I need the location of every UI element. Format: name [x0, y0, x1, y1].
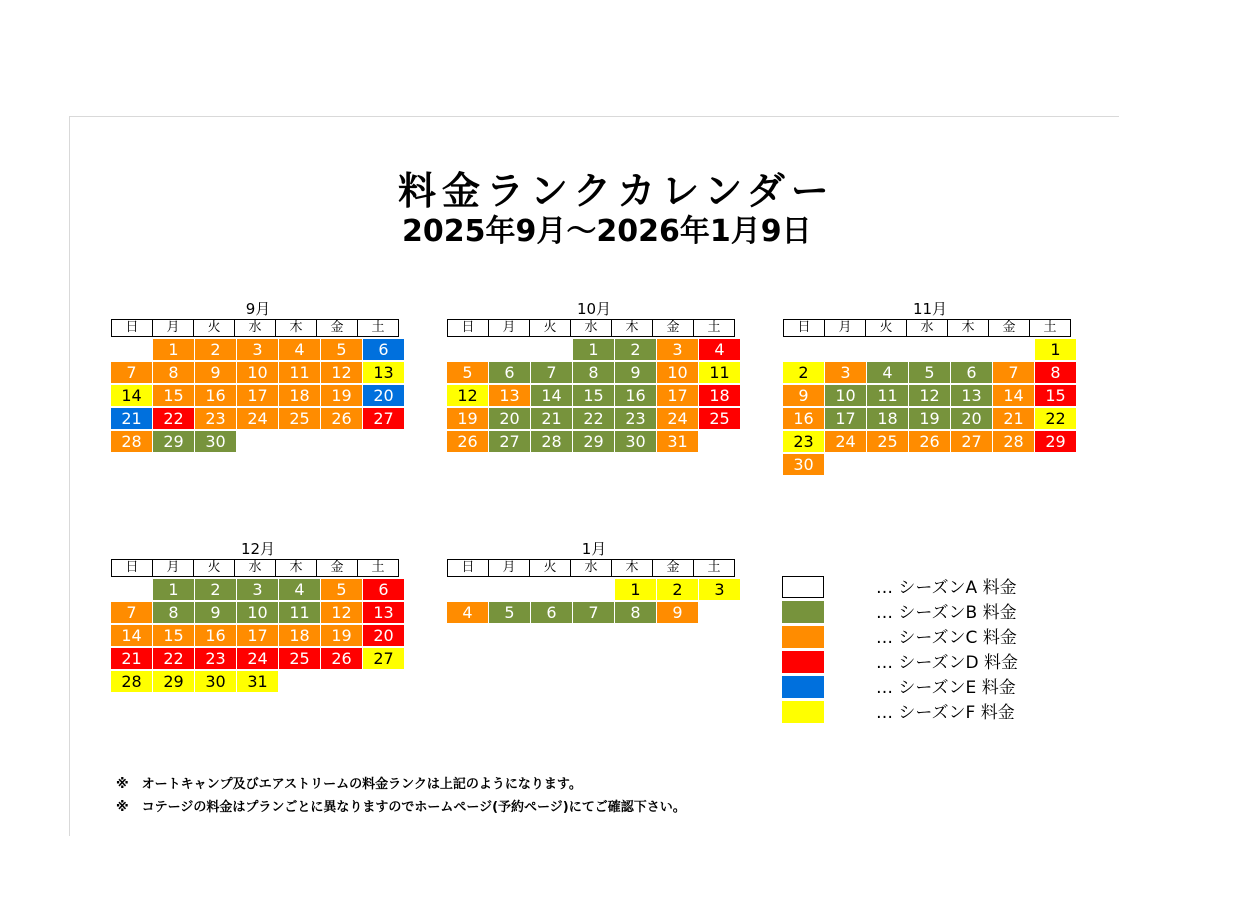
page-frame-top	[69, 116, 1119, 117]
weekday-cell: 木	[947, 319, 989, 337]
day-cell: 7	[531, 362, 573, 384]
day-cell: 9	[615, 362, 657, 384]
weekday-header	[447, 319, 741, 338]
note-2: ※ コテージの料金はプランごとに異なりますのでホームページ(予約ページ)にてご確認下さい。	[116, 800, 686, 815]
day-cell: 30	[195, 671, 237, 693]
day-cell: 20	[489, 408, 531, 430]
day-cell: 2	[195, 339, 237, 361]
legend-swatch	[782, 701, 824, 723]
legend-item	[782, 576, 1082, 600]
weekday-cell: 木	[611, 559, 653, 577]
day-cell: 26	[321, 648, 363, 670]
weekday-cell: 土	[1029, 319, 1071, 337]
day-cell: 8	[615, 602, 657, 624]
day-cell: 15	[1035, 385, 1077, 407]
day-cell: 26	[321, 408, 363, 430]
day-cell: 3	[237, 339, 279, 361]
weekday-cell: 月	[152, 559, 194, 577]
month-label: 12月	[240, 540, 276, 558]
day-cell: 16	[783, 408, 825, 430]
day-cell: 30	[615, 431, 657, 453]
day-cell: 16	[195, 385, 237, 407]
legend-label: … シーズンC 料金	[876, 628, 1017, 648]
day-cell: 25	[699, 408, 741, 430]
weekday-header	[783, 319, 1077, 338]
day-cell: 24	[237, 408, 279, 430]
weekday-cell: 火	[529, 319, 571, 337]
day-cell: 5	[321, 339, 363, 361]
day-cell: 1	[153, 579, 195, 601]
day-cell: 13	[363, 602, 405, 624]
legend-swatch	[782, 626, 824, 648]
day-cell: 28	[111, 431, 153, 453]
day-cell: 6	[489, 362, 531, 384]
day-cell: 22	[573, 408, 615, 430]
weekday-cell: 月	[152, 319, 194, 337]
day-cell: 4	[279, 579, 321, 601]
day-cell: 5	[447, 362, 489, 384]
weekday-cell: 月	[488, 559, 530, 577]
day-cell: 18	[279, 625, 321, 647]
day-cell: 31	[237, 671, 279, 693]
day-cell: 29	[153, 431, 195, 453]
day-cell: 14	[993, 385, 1035, 407]
legend-label: … シーズンF 料金	[876, 703, 1015, 723]
day-cell: 13	[489, 385, 531, 407]
legend-swatch	[782, 651, 824, 673]
day-cell: 15	[153, 625, 195, 647]
day-cell: 17	[237, 625, 279, 647]
day-cell: 29	[573, 431, 615, 453]
month-label: 9月	[245, 300, 271, 318]
weekday-cell: 月	[488, 319, 530, 337]
day-cell: 7	[111, 362, 153, 384]
weekday-cell: 木	[275, 319, 317, 337]
day-cell: 6	[531, 602, 573, 624]
day-cell: 12	[909, 385, 951, 407]
legend-item	[782, 651, 1082, 675]
day-cell: 11	[867, 385, 909, 407]
legend-label: … シーズンD 料金	[876, 653, 1019, 673]
legend-swatch	[782, 576, 824, 598]
day-cell: 9	[783, 385, 825, 407]
day-cell: 21	[531, 408, 573, 430]
day-cell: 3	[237, 579, 279, 601]
day-cell: 9	[657, 602, 699, 624]
day-cell: 5	[489, 602, 531, 624]
day-cell: 13	[951, 385, 993, 407]
day-cell: 28	[531, 431, 573, 453]
day-cell: 28	[111, 671, 153, 693]
day-cell: 14	[531, 385, 573, 407]
day-cell: 3	[657, 339, 699, 361]
day-cell: 20	[363, 625, 405, 647]
day-cell: 10	[237, 602, 279, 624]
day-cell: 21	[111, 408, 153, 430]
day-cell: 22	[153, 648, 195, 670]
weekday-cell: 日	[111, 559, 153, 577]
day-cell: 25	[867, 431, 909, 453]
day-cell: 30	[783, 454, 825, 476]
day-cell: 25	[279, 408, 321, 430]
month-label: 1月	[581, 540, 607, 558]
day-cell: 3	[825, 362, 867, 384]
day-cell: 17	[237, 385, 279, 407]
legend-label: … シーズンE 料金	[876, 678, 1016, 698]
weekday-cell: 金	[652, 559, 694, 577]
weekday-cell: 火	[193, 319, 235, 337]
page-frame-left	[69, 116, 70, 836]
day-cell: 5	[321, 579, 363, 601]
day-cell: 1	[153, 339, 195, 361]
weekday-header	[111, 559, 405, 578]
day-cell: 10	[657, 362, 699, 384]
day-cell: 25	[279, 648, 321, 670]
day-cell: 18	[867, 408, 909, 430]
day-cell: 19	[909, 408, 951, 430]
day-cell: 9	[195, 602, 237, 624]
day-cell: 4	[447, 602, 489, 624]
day-cell: 29	[153, 671, 195, 693]
weekday-cell: 日	[447, 559, 489, 577]
day-cell: 31	[657, 431, 699, 453]
day-cell: 26	[909, 431, 951, 453]
day-cell: 24	[825, 431, 867, 453]
day-cell: 14	[111, 385, 153, 407]
day-cell: 3	[699, 579, 741, 601]
day-cell: 6	[363, 579, 405, 601]
legend-swatch	[782, 676, 824, 698]
note-1: ※ オートキャンプ及びエアストリームの料金ランクは上記のようになります。	[116, 777, 582, 792]
day-cell: 20	[363, 385, 405, 407]
day-cell: 12	[321, 602, 363, 624]
weekday-cell: 金	[316, 319, 358, 337]
weekday-cell: 木	[611, 319, 653, 337]
day-cell: 2	[783, 362, 825, 384]
weekday-cell: 水	[234, 559, 276, 577]
day-cell: 15	[153, 385, 195, 407]
weekday-cell: 日	[447, 319, 489, 337]
day-cell: 1	[573, 339, 615, 361]
day-cell: 14	[111, 625, 153, 647]
weekday-cell: 水	[234, 319, 276, 337]
weekday-cell: 火	[193, 559, 235, 577]
day-cell: 11	[279, 602, 321, 624]
day-cell: 7	[573, 602, 615, 624]
day-cell: 12	[447, 385, 489, 407]
weekday-cell: 金	[652, 319, 694, 337]
day-cell: 19	[447, 408, 489, 430]
day-cell: 8	[153, 362, 195, 384]
weekday-cell: 金	[316, 559, 358, 577]
month-label: 11月	[912, 300, 948, 318]
weekday-cell: 土	[693, 319, 735, 337]
day-cell: 17	[825, 408, 867, 430]
day-cell: 1	[615, 579, 657, 601]
day-cell: 22	[1035, 408, 1077, 430]
day-cell: 23	[195, 648, 237, 670]
day-cell: 28	[993, 431, 1035, 453]
legend-swatch	[782, 601, 824, 623]
weekday-header	[447, 559, 741, 578]
day-cell: 4	[279, 339, 321, 361]
day-cell: 21	[993, 408, 1035, 430]
legend-item	[782, 701, 1082, 725]
weekday-cell: 木	[275, 559, 317, 577]
day-cell: 4	[699, 339, 741, 361]
day-cell: 8	[153, 602, 195, 624]
day-cell: 9	[195, 362, 237, 384]
day-cell: 10	[237, 362, 279, 384]
day-cell: 23	[615, 408, 657, 430]
weekday-cell: 土	[357, 559, 399, 577]
day-cell: 21	[111, 648, 153, 670]
weekday-cell: 水	[570, 559, 612, 577]
day-cell: 27	[951, 431, 993, 453]
day-cell: 11	[699, 362, 741, 384]
day-cell: 16	[615, 385, 657, 407]
day-cell: 24	[657, 408, 699, 430]
day-cell: 27	[363, 408, 405, 430]
day-cell: 13	[363, 362, 405, 384]
day-cell: 18	[699, 385, 741, 407]
weekday-cell: 水	[906, 319, 948, 337]
legend-item	[782, 626, 1082, 650]
month-label: 10月	[576, 300, 612, 318]
day-cell: 15	[573, 385, 615, 407]
weekday-cell: 土	[357, 319, 399, 337]
day-cell: 12	[321, 362, 363, 384]
day-cell: 1	[1035, 339, 1077, 361]
weekday-cell: 日	[111, 319, 153, 337]
day-cell: 18	[279, 385, 321, 407]
day-cell: 2	[657, 579, 699, 601]
weekday-header	[111, 319, 405, 338]
page-title: 料金ランクカレンダー	[398, 169, 835, 213]
day-cell: 27	[489, 431, 531, 453]
day-cell: 11	[279, 362, 321, 384]
day-cell: 10	[825, 385, 867, 407]
weekday-cell: 日	[783, 319, 825, 337]
day-cell: 17	[657, 385, 699, 407]
day-cell: 27	[363, 648, 405, 670]
day-cell: 7	[111, 602, 153, 624]
weekday-cell: 火	[529, 559, 571, 577]
day-cell: 19	[321, 385, 363, 407]
day-cell: 20	[951, 408, 993, 430]
legend-item	[782, 601, 1082, 625]
weekday-cell: 月	[824, 319, 866, 337]
day-cell: 23	[783, 431, 825, 453]
weekday-cell: 金	[988, 319, 1030, 337]
weekday-cell: 土	[693, 559, 735, 577]
day-cell: 8	[573, 362, 615, 384]
day-cell: 16	[195, 625, 237, 647]
day-cell: 6	[363, 339, 405, 361]
day-cell: 6	[951, 362, 993, 384]
day-cell: 23	[195, 408, 237, 430]
day-cell: 5	[909, 362, 951, 384]
legend-label: … シーズンB 料金	[876, 603, 1017, 623]
legend-label: … シーズンA 料金	[876, 578, 1017, 598]
day-cell: 19	[321, 625, 363, 647]
day-cell: 29	[1035, 431, 1077, 453]
weekday-cell: 水	[570, 319, 612, 337]
legend-item	[782, 676, 1082, 700]
day-cell: 30	[195, 431, 237, 453]
day-cell: 2	[615, 339, 657, 361]
day-cell: 26	[447, 431, 489, 453]
page-subtitle: 2025年9月～2026年1月9日	[402, 214, 812, 249]
day-cell: 2	[195, 579, 237, 601]
day-cell: 8	[1035, 362, 1077, 384]
day-cell: 22	[153, 408, 195, 430]
day-cell: 24	[237, 648, 279, 670]
day-cell: 4	[867, 362, 909, 384]
day-cell: 7	[993, 362, 1035, 384]
weekday-cell: 火	[865, 319, 907, 337]
